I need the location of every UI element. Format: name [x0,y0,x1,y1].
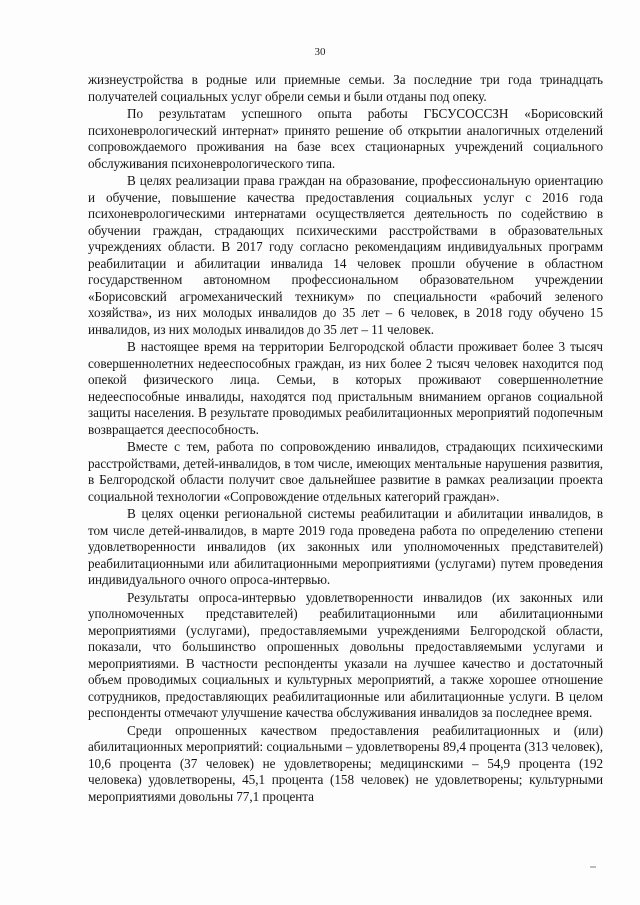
paragraph-1: жизнеустройства в родные или приемные семьи. За последние три года тринадцать получателей социальных услуг обрели семьи и были отданы под опеку. [88,72,603,104]
paragraph-3: В целях реализации права граждан на образование, профессиональную ориентацию и обучение, повышение качества предоставления социальных услуг с 2016 года психоневрологическими интернатами осуществляется деятельность по содействию в обучении граждан, страдающих психическими расстройствами в образовательных учреждениях области. В 2017 году согласно рекомендациям индивидуальных программ реабилитации и абилитации инвалида 14 человек прошли обучение в областном государственном автономном профессиональном образовательном учреждении «Борисовский агромеханический техникум» по специальности «рабочий зеленого хозяйства», из них молодых инвалидов до 35 лет – 6 человек, в 2018 году обучено 15 инвалидов, из них молодых инвалидов до 35 лет – 11 человек. [88,173,603,337]
paragraph-4: В настоящее время на территории Белгородской области проживает более 3 тысяч совершеннолетних недееспособных граждан, из них более 2 тысяч человек находится под опекой физического лица. Семьи, в которых проживают совершеннолетние недееспособные инвалиды, находятся под пристальным вниманием органов социальной защиты населения. В результате проводимых реабилитационных мероприятий подопечным возвращается дееспособность. [88,339,603,437]
paragraph-2: По результатам успешного опыта работы ГБСУСОССЗН «Борисовский психоневрологический интернат» принято решение об открытии аналогичных отделений сопровождаемого проживания на базе всех стационарных учреждений социального обслуживания психоневрологического типа. [88,106,603,171]
paragraph-6: В целях оценки региональной системы реабилитации и абилитации инвалидов, в том числе детей-инвалидов, в марте 2019 года проведена работа по определению степени удовлетворенности инвалидов (их законных или уполномоченных представителей) реабилитационными или абилитационными мероприятиями (услугами) путем проведения индивидуального очного опроса-интервью. [88,506,603,587]
document-body [88,72,603,805]
paragraph-8: Среди опрошенных качеством предоставления реабилитационных и (или) абилитационных мероприятий: социальными – удовлетворены 89,4 процента (313 человек), 10,6 процента (37 человек) не удовлетворены; медицинскими – 54,9 процента (192 человека) удовлетворены, 45,1 процента (158 человек) не удовлетворены; культурными мероприятиями довольны 77,1 процента [88,722,603,804]
paragraph-7: Результаты опроса-интервью удовлетворенности инвалидов (их законных или уполномоченных представителей) реабилитационными или абилитационными мероприятиями (услугами), предоставляемыми учреждениями Белгородской области, показали, что большинство опрошенных довольны предоставляемыми услугами и мероприятиями. В частности респонденты указали на лучшее качество и достаточный объем проводимых социальных и культурных мероприятий, а также хорошее отношение сотрудников, предоставляющих реабилитационные или абилитационные услуги. В целом респонденты отмечают улучшение качества обслуживания инвалидов за последнее время. [88,589,603,720]
paragraph-5: Вместе с тем, работа по сопровождению инвалидов, страдающих психическими расстройствами, детей-инвалидов, в том числе, имеющих ментальные нарушения развития, в Белгородской области получит свое дальнейшее развитие в рамках реализации проекта социальной технологии «Сопровождение отдельных категорий граждан». [88,439,603,504]
page-number: 30 [314,46,326,58]
scan-mark [590,866,596,868]
